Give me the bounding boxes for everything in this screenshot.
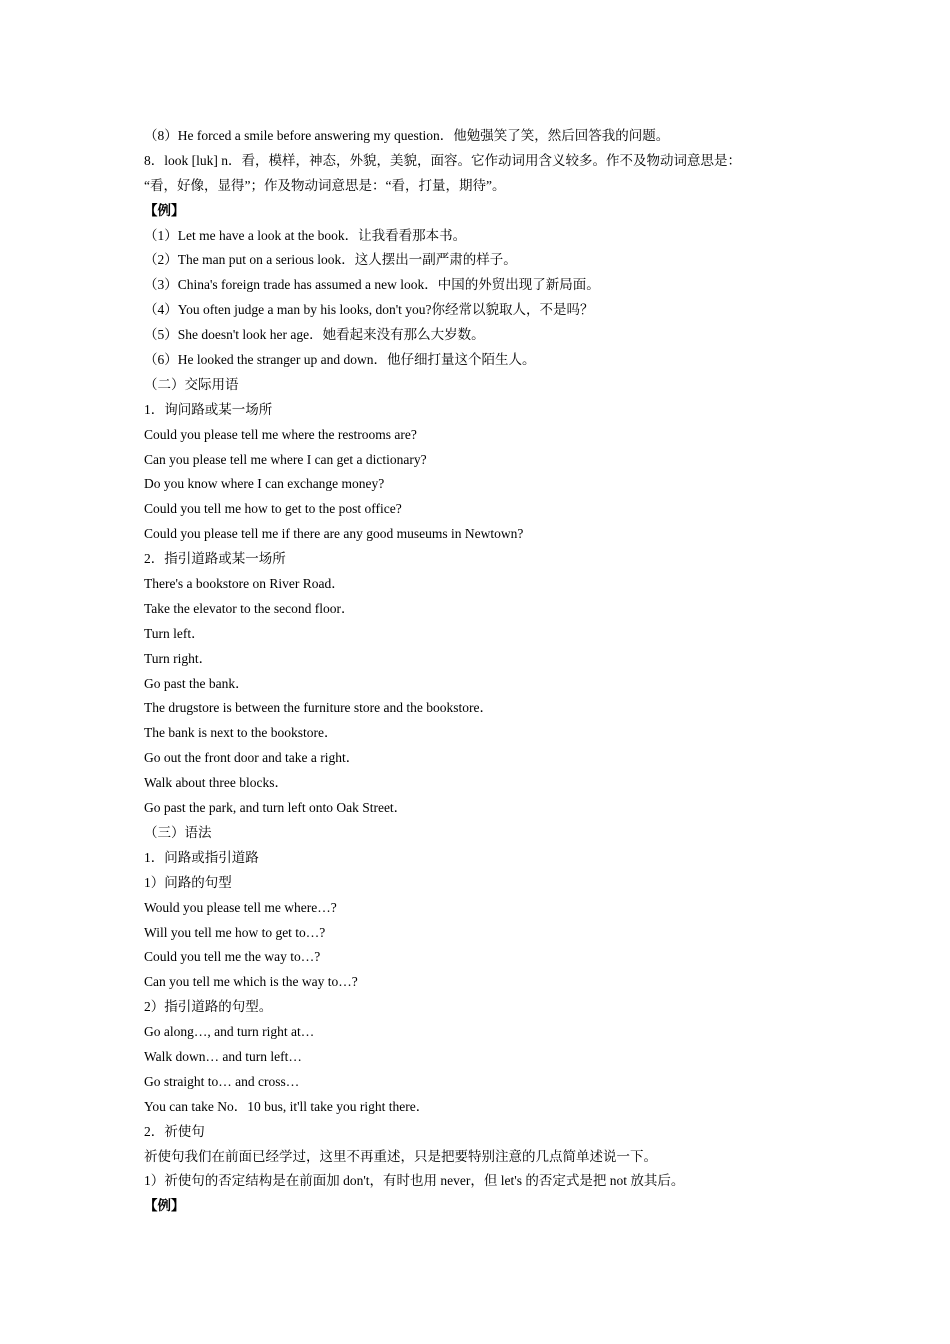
- subsection-heading: 2）指引道路的句型。: [144, 999, 273, 1015]
- text-line: “看，好像，显得”；作及物动词意思是：“看，打量，期待”。: [144, 177, 506, 193]
- subsection-heading: 2．指引道路或某一场所: [144, 551, 286, 567]
- text-line: （6）He looked the stranger up and down．他仔细打量这个陌生人。: [144, 352, 536, 368]
- text-line: 1）祈使句的否定结构是在前面加 don't，有时也用 never，但 let's 的否定式是把 not 放其后。: [144, 1173, 685, 1189]
- text-line: Could you please tell me if there are any good museums in Newtown?: [144, 526, 524, 542]
- text-line: Will you tell me how to get to…?: [144, 924, 326, 940]
- example-label: 【例】: [144, 202, 185, 218]
- text-line: 祈使句我们在前面已经学过，这里不再重述，只是把要特别注意的几点简单述说一下。: [144, 1148, 657, 1164]
- text-line: Do you know where I can exchange money?: [144, 476, 385, 492]
- text-line: （1）Let me have a look at the book．让我看看那本书。: [144, 227, 467, 243]
- text-line: （4）You often judge a man by his looks, don't you?你经常以貌取人，不是吗？: [144, 302, 594, 318]
- text-line: Turn left．: [144, 625, 205, 641]
- text-line: Walk about three blocks．: [144, 775, 288, 791]
- example-label: 【例】: [144, 1198, 185, 1214]
- section-heading: （二）交际用语: [144, 376, 239, 392]
- text-line: Turn right．: [144, 650, 213, 666]
- text-line: Go past the park, and turn left onto Oak Street．: [144, 800, 408, 816]
- text-line: Could you tell me the way to…?: [144, 949, 321, 965]
- text-line: Walk down… and turn left…: [144, 1048, 302, 1064]
- text-line: The bank is next to the bookstore．: [144, 725, 338, 741]
- subsection-heading: 2．祈使句: [144, 1123, 205, 1139]
- text-line: Can you please tell me where I can get a dictionary?: [144, 451, 427, 467]
- text-line: There's a bookstore on River Road．: [144, 576, 345, 592]
- text-line: （3）China's foreign trade has assumed a new look．中国的外贸出现了新局面。: [144, 277, 600, 293]
- subsection-heading: 1．问路或指引道路: [144, 849, 259, 865]
- text-line: Could you please tell me where the restrooms are?: [144, 426, 417, 442]
- text-line: Would you please tell me where…?: [144, 899, 337, 915]
- text-line: 8．look [luk] n．看，模样，神态，外貌，美貌，面容。它作动词用含义较多。作不及物动词意思是：: [144, 152, 741, 168]
- text-line: The drugstore is between the furniture store and the bookstore．: [144, 700, 494, 716]
- subsection-heading: 1）问路的句型: [144, 874, 232, 890]
- text-line: （8）He forced a smile before answering my question．他勉强笑了笑，然后回答我的问题。: [144, 128, 670, 143]
- subsection-heading: 1．询问路或某一场所: [144, 401, 273, 417]
- text-line: Go out the front door and take a right．: [144, 750, 360, 766]
- text-line: Go straight to… and cross…: [144, 1073, 300, 1089]
- text-line: Can you tell me which is the way to…?: [144, 974, 358, 990]
- text-line: （5）She doesn't look her age．她看起来没有那么大岁数。: [144, 327, 485, 343]
- text-line: Could you tell me how to get to the post office?: [144, 501, 402, 517]
- text-line: Go along…, and turn right at…: [144, 1024, 315, 1040]
- text-line: Go past the bank．: [144, 675, 249, 691]
- section-heading: （三）语法: [144, 824, 212, 840]
- text-line: （2）The man put on a serious look．这人摆出一副严肃的样子。: [144, 252, 517, 268]
- text-line: Take the elevator to the second floor．: [144, 600, 355, 616]
- text-line: You can take No．10 bus, it'll take you right there．: [144, 1098, 430, 1114]
- document-body: [144, 124, 814, 1219]
